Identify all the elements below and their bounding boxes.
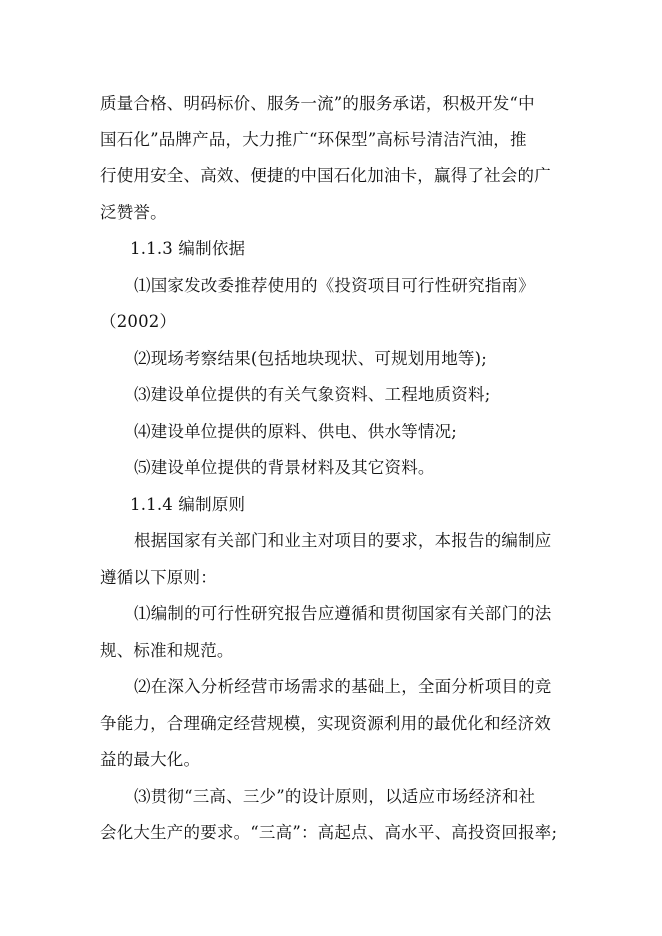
basis-item-2: ⑵现场考察结果(包括地块现状、可规划用地等); bbox=[134, 349, 488, 368]
text-line-2: 国石化”品牌产品，大力推广“环保型”高标号清洁汽油，推 bbox=[100, 130, 527, 149]
principles-intro-line-1: 根据国家有关部门和业主对项目的要求，本报告的编制应 bbox=[134, 531, 552, 550]
principle-item-3-line-2: 会化大生产的要求。“三高”：高起点、高水平、高投资回报率; bbox=[100, 823, 558, 842]
principle-item-2-line-3: 益的最大化。 bbox=[100, 750, 201, 769]
basis-item-5: ⑸建设单位提供的背景材料及其它资料。 bbox=[134, 458, 435, 477]
principle-item-2-line-1: ⑵在深入分析经营市场需求的基础上，全面分析项目的竞 bbox=[134, 677, 552, 696]
principle-item-1-line-1: ⑴编制的可行性研究报告应遵循和贯彻国家有关部门的法 bbox=[134, 604, 552, 623]
section-heading-1-1-4: 1.1.4 编制原则 bbox=[130, 495, 246, 514]
basis-item-1-continued: （2002） bbox=[100, 312, 177, 331]
basis-item-1: ⑴国家发改委推荐使用的《投资项目可行性研究指南》 bbox=[134, 276, 535, 295]
principle-item-3-line-1: ⑶贯彻“三高、三少”的设计原则，以适应市场经济和社 bbox=[134, 787, 536, 806]
section-heading-1-1-3: 1.1.3 编制依据 bbox=[130, 239, 246, 258]
text-line-1: 质量合格、明码标价、服务一流”的服务承诺，积极开发“中 bbox=[100, 94, 535, 113]
principle-item-1-line-2: 规、标准和规范。 bbox=[100, 641, 234, 660]
principle-item-2-line-2: 争能力，合理确定经营规模，实现资源利用的最优化和经济效 bbox=[100, 714, 551, 733]
principles-intro-line-2: 遵循以下原则： bbox=[100, 568, 217, 587]
text-line-4: 泛赞誉。 bbox=[100, 203, 167, 222]
basis-item-3: ⑶建设单位提供的有关气象资料、工程地质资料; bbox=[134, 385, 491, 404]
basis-item-4: ⑷建设单位提供的原料、供电、供水等情况; bbox=[134, 422, 458, 441]
text-line-3: 行使用安全、高效、便捷的中国石化加油卡，赢得了社会的广 bbox=[100, 166, 551, 185]
